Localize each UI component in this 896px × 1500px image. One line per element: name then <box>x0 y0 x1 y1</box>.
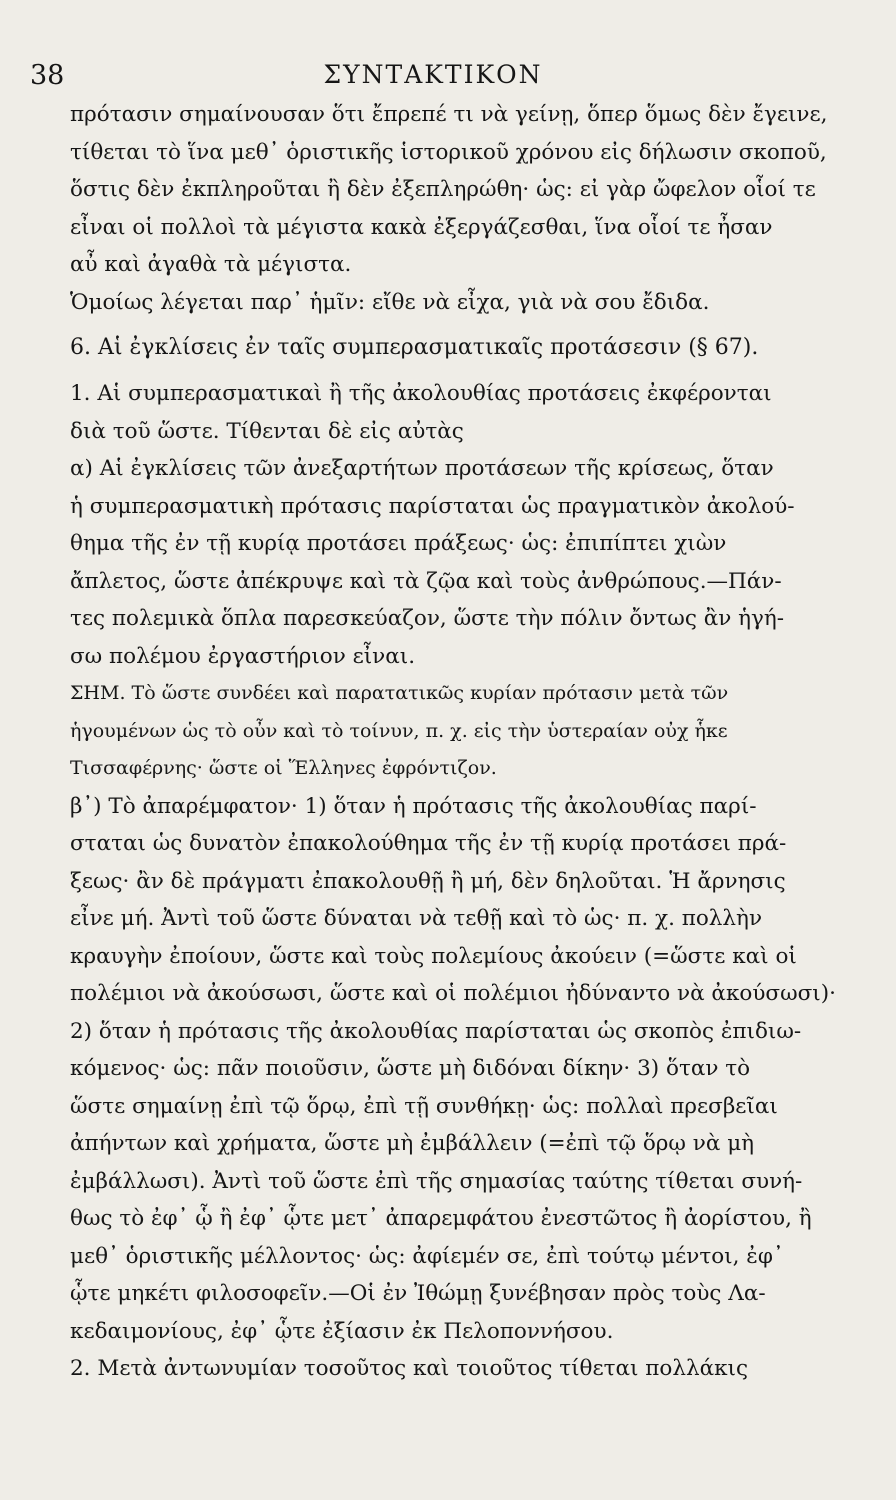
text-line: κραυγὴν ἐποίουν, ὥστε καὶ τοὺς πολεμίους ἀκούειν (=ὥστε καὶ οἱ <box>70 943 797 969</box>
text-line: ὅστις δὲν ἐκπληροῦται ἢ δὲν ἐξεπληρώθη· ὡς: εἰ γὰρ ὤφελον οἷοί τε <box>70 177 816 202</box>
text-line: διὰ τοῦ ὥστε. Τίθενται δὲ εἰς αὐτὰς <box>70 418 464 444</box>
page-header <box>30 60 836 100</box>
text-line: πολέμιοι νὰ ἀκούσωσι, ὥστε καὶ οἱ πολέμιοι ἠδύναντο νὰ ἀκούσωσι)· <box>70 981 836 1006</box>
text-line: σταται ὡς δυνατὸν ἐπακολούθημα τῆς ἐν τῇ κυρίᾳ προτάσει πρά- <box>70 831 787 856</box>
section-heading: 6. Αἱ ἐγκλίσεις ἐν ταῖς συμπερασματικαῖς προτάσεσιν (§ 67). <box>70 335 759 360</box>
text-line: σω πολέμου ἐργαστήριον εἶναι. <box>70 643 416 669</box>
text-line: πρότασιν σημαίνουσαν ὅτι ἔπρεπέ τι νὰ γείνῃ, ὅπερ ὅμως δὲν ἔγεινε, <box>70 102 828 127</box>
note-line: Τισσαφέρνης· ὥστε οἱ Ἕλληνες ἐφρόντιζον. <box>70 757 497 779</box>
text-line: μεθ᾽ ὁριστικῆς μέλλοντος· ὡς: ἀφίεμέν σε, ἐπὶ τούτῳ μέντοι, ἐφ᾽ <box>70 1243 784 1269</box>
text-line: 1. Αἱ συμπερασματικαὶ ἢ τῆς ἀκολουθίας προτάσεις ἐκφέρονται <box>70 381 772 406</box>
text-line: θως τὸ ἐφ᾽ ᾧ ἢ ἐφ᾽ ᾧτε μετ᾽ ἀπαρεμφάτου ἐνεστῶτος ἢ ἀορίστου, ἢ <box>70 1206 812 1231</box>
page-body <box>70 96 850 1388</box>
text-line: αὖ καὶ ἀγαθὰ τὰ μέγιστα. <box>70 252 352 277</box>
running-title: ΣΥΝΤΑΚΤΙΚΟΝ <box>323 60 543 89</box>
text-line: θημα τῆς ἐν τῇ κυρίᾳ προτάσει πράξεως· ὡς: ἐπιπίπτει χιὼν <box>70 531 727 556</box>
text-line: ἄπλετος, ὥστε ἀπέκρυψε καὶ τὰ ζῷα καὶ τοὺς ἀνθρώπους.—Πάν- <box>70 568 782 594</box>
text-line: εἶνε μή. Ἀντὶ τοῦ ὥστε δύναται νὰ τεθῇ καὶ τὸ ὡς· π. χ. πολλὴν <box>70 906 763 931</box>
text-line: κόμενος· ὡς: πᾶν ποιοῦσιν, ὥστε μὴ διδόναι δίκην· 3) ὅταν τὸ <box>70 1056 751 1081</box>
text-line: β᾽) Τὸ ἀπαρέμφατον· 1) ὅταν ἡ πρότασις τῆς ἀκολουθίας παρί- <box>70 793 757 819</box>
text-line: τες πολεμικὰ ὅπλα παρεσκεύαζον, ὥστε τὴν πόλιν ὄντως ἂν ἡγή- <box>70 606 785 631</box>
note-line: ΣΗΜ. Τὸ ὥστε συνδέει καὶ παρατατικῶς κυρίαν πρότασιν μετὰ τῶν <box>70 682 729 704</box>
text-line: ἐμβάλλωσι). Ἀντὶ τοῦ ὥστε ἐπὶ τῆς σημασίας ταύτης τίθεται συνή- <box>70 1168 803 1194</box>
text-line: κεδαιμονίους, ἐφ᾽ ᾧτε ἐξίασιν ἐκ Πελοποννήσου. <box>70 1318 614 1344</box>
text-line: 2) ὅταν ἡ πρότασις τῆς ἀκολουθίας παρίσταται ὡς σκοπὸς ἐπιδιω- <box>70 1018 802 1044</box>
text-line: εἶναι οἱ πολλοὶ τὰ μέγιστα κακὰ ἐξεργάζεσθαι, ἵνα οἷοί τε ἦσαν <box>70 214 773 240</box>
text-line: τίθεται τὸ ἵνα μεθ᾽ ὁριστικῆς ἱστορικοῦ χρόνου εἰς δήλωσιν σκοποῦ, <box>70 139 827 165</box>
text-line: ἡ συμπερασματικὴ πρότασις παρίσταται ὡς πραγματικὸν ἀκολού- <box>70 493 795 519</box>
text-line: ξεως· ἂν δὲ πράγματι ἐπακολουθῇ ἢ μή, δὲν δηλοῦται. Ἡ ἄρνησις <box>70 868 786 894</box>
note-line: ἡγουμένων ὡς τὸ οὖν καὶ τὸ τοίνυν, π. χ. εἰς τὴν ὑστεραίαν οὐχ ἧκε <box>70 719 728 742</box>
text-line: ᾧτε μηκέτι φιλοσοφεῖν.—Οἱ ἐν Ἰθώμῃ ξυνέβησαν πρὸς τοὺς Λα- <box>70 1281 766 1306</box>
text-line: Ὁμοίως λέγεται παρ᾽ ἡμῖν: εἴθε νὰ εἶχα, γιὰ νὰ σου ἔδιδα. <box>70 289 710 315</box>
text-line: α) Αἱ ἐγκλίσεις τῶν ἀνεξαρτήτων προτάσεων τῆς κρίσεως, ὅταν <box>70 456 774 481</box>
text-line: ὥστε σημαίνῃ ἐπὶ τῷ ὅρῳ, ἐπὶ τῇ συνθήκῃ· ὡς: πολλαὶ πρεσβεῖαι <box>70 1093 778 1119</box>
text-line: ἀπήντων καὶ χρήματα, ὥστε μὴ ἐμβάλλειν (=ἐπὶ τῷ ὅρῳ νὰ μὴ <box>70 1131 755 1156</box>
page-number: 38 <box>30 60 65 91</box>
text-line: 2. Μετὰ ἀντωνυμίαν τοσοῦτος καὶ τοιοῦτος τίθεται πολλάκις <box>70 1356 749 1381</box>
